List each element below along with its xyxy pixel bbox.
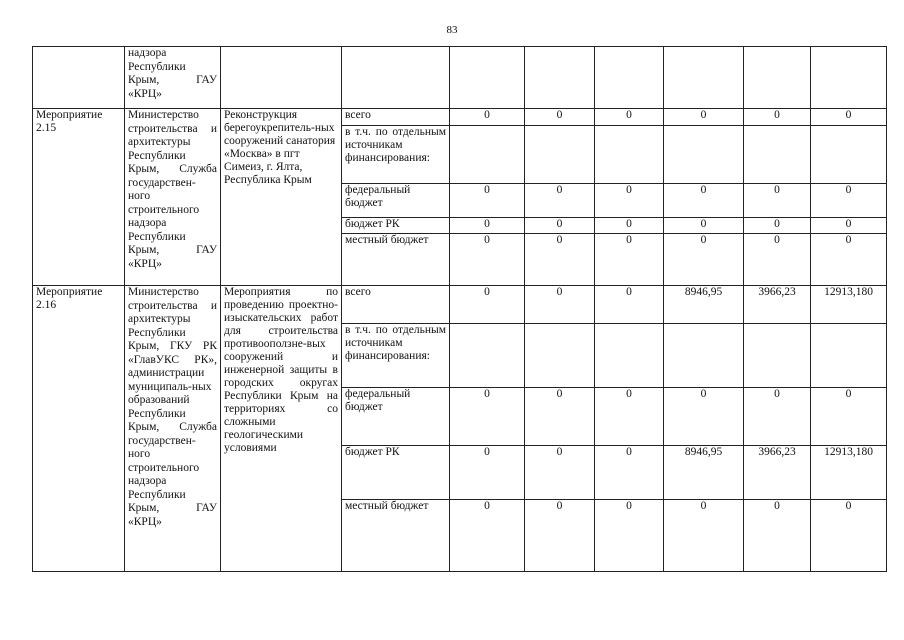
value-cell: 0 <box>811 500 887 572</box>
value-cell: 0 <box>664 218 744 234</box>
value-cell <box>595 47 664 109</box>
value-cell: 0 <box>664 500 744 572</box>
value-cell: 0 <box>811 234 887 286</box>
value-cell: 0 <box>450 446 525 500</box>
description-cell <box>221 286 342 572</box>
value-cell: 8946,95 <box>664 286 744 324</box>
value-cell: 0 <box>450 184 525 218</box>
source-cell: местный бюджет <box>342 500 450 572</box>
description-cell <box>221 109 342 286</box>
value-cell <box>744 324 811 388</box>
value-cell: 12913,180 <box>811 446 887 500</box>
description-cell <box>221 47 342 109</box>
source-cell: местный бюджет <box>342 234 450 286</box>
table-row <box>33 286 887 324</box>
description-text: Мероприятия по проведению проектно-изыскательских работ для строительства противооползне-вых сооружений и инженерной защиты в городских округах Республики Крым на территориях со сложными геологическими условиями <box>224 286 338 454</box>
value-cell: 0 <box>450 388 525 446</box>
source-cell: в т.ч. по отдельным источникам финансирования: <box>342 126 450 184</box>
value-cell <box>525 47 595 109</box>
description-text: Реконструкция берегоукрепитель-ных сооружений санатория «Москва» в пгт Симеиз, г. Ялта, Республика Крым <box>224 109 336 186</box>
value-cell: 3966,23 <box>744 446 811 500</box>
value-cell: 0 <box>595 446 664 500</box>
value-cell: 0 <box>744 218 811 234</box>
value-cell: 0 <box>525 286 595 324</box>
value-cell: 0 <box>664 109 744 126</box>
source-cell: бюджет РК <box>342 446 450 500</box>
value-cell <box>664 324 744 388</box>
value-cell: 0 <box>744 234 811 286</box>
funding-table <box>32 46 887 572</box>
source-cell: всего <box>342 109 450 126</box>
value-cell <box>450 47 525 109</box>
value-cell: 3966,23 <box>744 286 811 324</box>
value-cell: 0 <box>664 234 744 286</box>
value-cell <box>811 324 887 388</box>
value-cell: 0 <box>525 446 595 500</box>
value-cell <box>525 126 595 184</box>
value-cell: 0 <box>744 500 811 572</box>
value-cell <box>811 47 887 109</box>
value-cell: 0 <box>525 234 595 286</box>
value-cell: 0 <box>811 109 887 126</box>
measure-label: Мероприятие 2.16 <box>33 286 125 572</box>
source-cell: бюджет РК <box>342 218 450 234</box>
value-cell: 0 <box>595 109 664 126</box>
source-cell: в т.ч. по отдельным источникам финансирования: <box>342 324 450 388</box>
value-cell: 0 <box>525 109 595 126</box>
value-cell <box>664 47 744 109</box>
value-cell: 0 <box>664 184 744 218</box>
value-cell: 12913,180 <box>811 286 887 324</box>
source-cell <box>342 47 450 109</box>
value-cell: 8946,95 <box>664 446 744 500</box>
value-cell: 0 <box>595 184 664 218</box>
value-cell: 0 <box>450 500 525 572</box>
value-cell <box>525 324 595 388</box>
value-cell: 0 <box>595 218 664 234</box>
value-cell: 0 <box>595 388 664 446</box>
value-cell <box>744 47 811 109</box>
value-cell: 0 <box>450 218 525 234</box>
measure-cell <box>33 47 125 109</box>
measure-label: Мероприятие 2.15 <box>33 109 125 286</box>
value-cell: 0 <box>450 286 525 324</box>
value-cell <box>811 126 887 184</box>
value-cell: 0 <box>811 218 887 234</box>
value-cell: 0 <box>744 388 811 446</box>
table-row <box>33 47 887 109</box>
value-cell: 0 <box>450 109 525 126</box>
value-cell: 0 <box>450 234 525 286</box>
value-cell: 0 <box>525 388 595 446</box>
page-number: 83 <box>446 24 458 36</box>
value-cell: 0 <box>525 218 595 234</box>
value-cell: 0 <box>664 388 744 446</box>
value-cell: 0 <box>811 388 887 446</box>
value-cell: 0 <box>811 184 887 218</box>
value-cell: 0 <box>525 500 595 572</box>
value-cell: 0 <box>525 184 595 218</box>
source-cell: федеральный бюджет <box>342 388 450 446</box>
value-cell <box>664 126 744 184</box>
value-cell <box>744 126 811 184</box>
value-cell: 0 <box>744 184 811 218</box>
value-cell: 0 <box>744 109 811 126</box>
value-cell <box>450 324 525 388</box>
value-cell <box>595 126 664 184</box>
source-cell: федеральный бюджет <box>342 184 450 218</box>
table-row <box>33 109 887 126</box>
value-cell <box>450 126 525 184</box>
value-cell: 0 <box>595 286 664 324</box>
executor-cell: надзора Республики Крым, ГАУ «КРЦ» <box>125 47 221 109</box>
executor-cell: Министерство строительства и архитектуры Республики Крым, ГКУ РК «ГлавУКС РК», администрации муниципаль-ных образований Республики Крым, Служба государствен-ного строительного надзора Республики Крым, ГАУ «КРЦ» <box>125 286 221 572</box>
executor-cell: Министерство строительства и архитектуры Республики Крым, Служба государствен-ного строительного надзора Республики Крым, ГАУ «КРЦ» <box>125 109 221 286</box>
value-cell: 0 <box>595 234 664 286</box>
source-cell: всего <box>342 286 450 324</box>
value-cell <box>595 324 664 388</box>
value-cell: 0 <box>595 500 664 572</box>
